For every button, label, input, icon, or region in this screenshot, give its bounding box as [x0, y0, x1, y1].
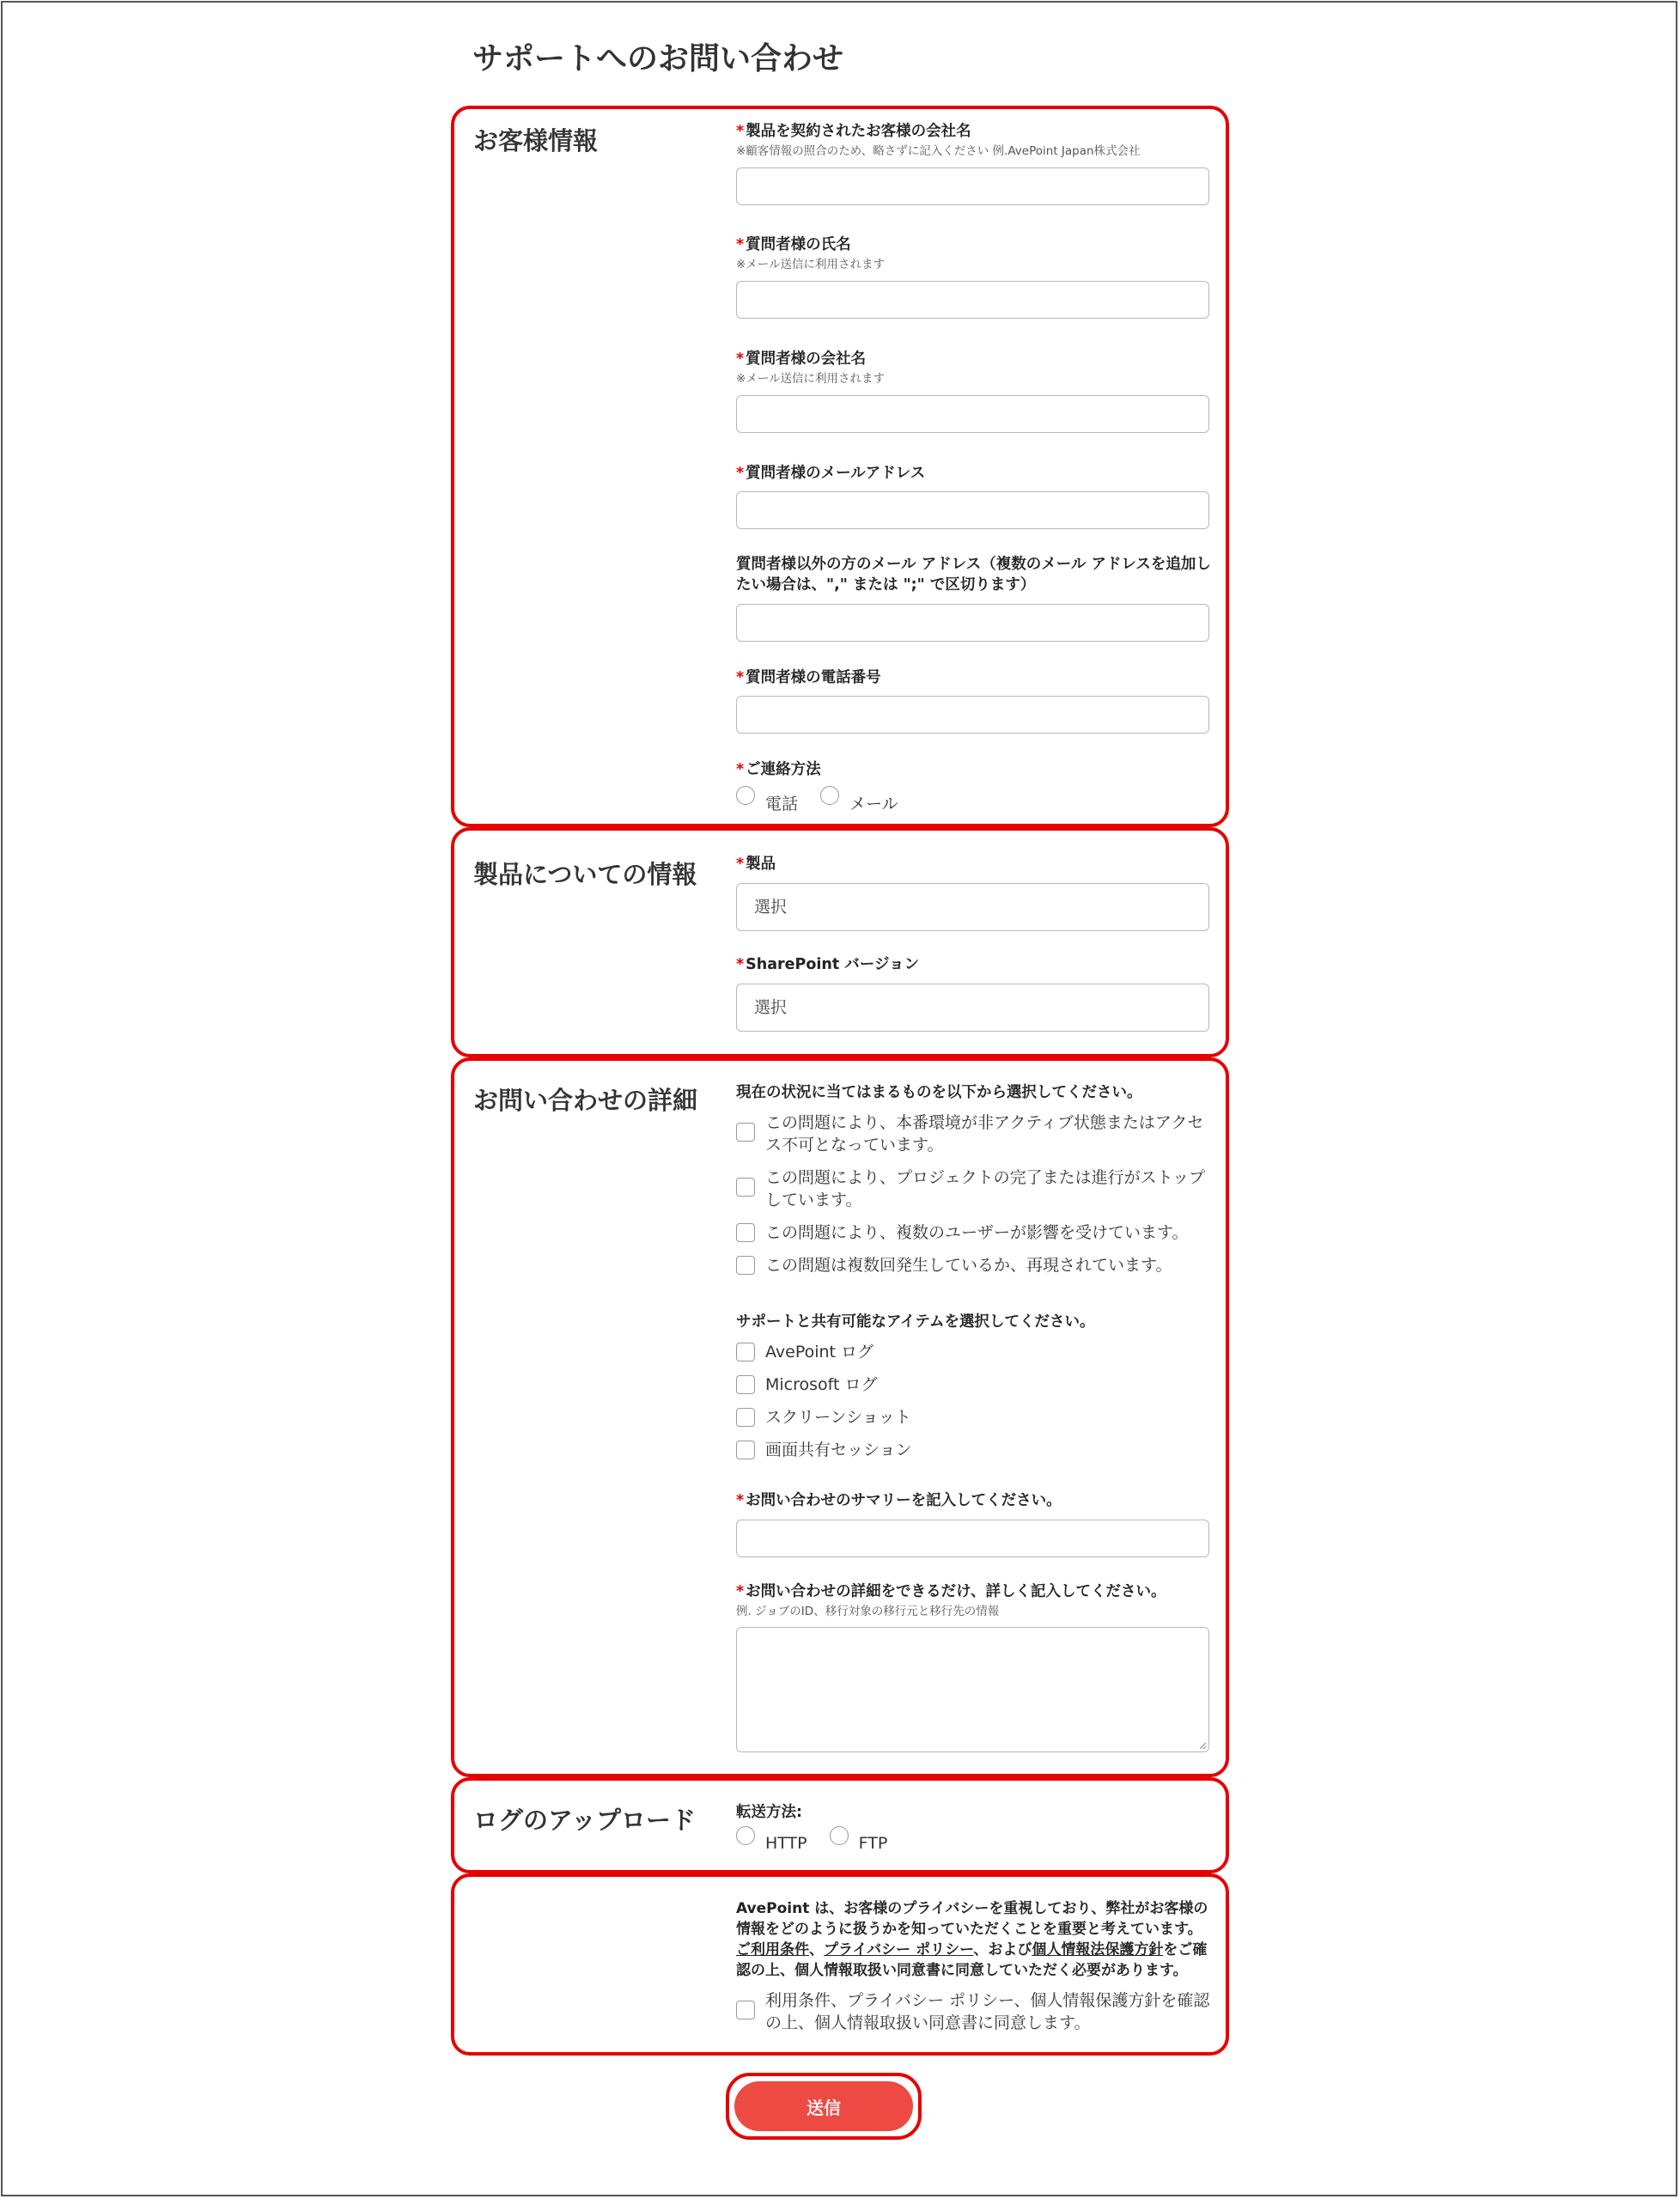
company-input[interactable] — [736, 168, 1209, 205]
agree-option[interactable] — [736, 1989, 1213, 2034]
section-inquiry-details — [451, 1057, 1229, 1777]
situation-option-4[interactable] — [736, 1254, 1213, 1276]
email-label: * 質問者様のメールアドレス — [736, 465, 926, 482]
agree-text: 利用条件、プライバシー ポリシー、個人情報保護方針を確認の上、個人情報取扱い同意書に同意します。 — [765, 1991, 1210, 2032]
items-label: サポートと共有可能なアイテムを選択してください。 — [736, 1313, 1095, 1331]
item-checkbox-avepoint-log[interactable] — [736, 1343, 755, 1361]
detail-textarea[interactable] — [736, 1627, 1209, 1752]
item-option-screen-share[interactable] — [736, 1439, 1213, 1461]
email-input[interactable] — [736, 491, 1209, 529]
field-transfer-method — [736, 1802, 1213, 1853]
summary-input[interactable] — [736, 1520, 1209, 1557]
name-label: * 質問者様の氏名 — [736, 236, 851, 253]
transfer-method-label: 転送方法: — [736, 1804, 802, 1821]
radio-option-http[interactable] — [736, 1830, 807, 1853]
item-checkbox-screen-share[interactable] — [736, 1441, 755, 1459]
item-text-screenshot: スクリーンショット — [765, 1408, 911, 1427]
item-option-microsoft-log[interactable] — [736, 1374, 1213, 1396]
phone-label: * 質問者様の電話番号 — [736, 669, 881, 686]
section-title-details: お問い合わせの詳細 — [473, 1086, 698, 1115]
section-customer-info — [451, 106, 1229, 827]
item-option-screenshot[interactable] — [736, 1406, 1213, 1428]
sharepoint-select[interactable]: 選択 — [736, 984, 1209, 1032]
situation-text-1: この問題により、本番環境が非アクティブ状態またはアクセス不可となっています。 — [765, 1113, 1204, 1154]
field-phone — [736, 667, 1213, 734]
sharepoint-label: * SharePoint バージョン — [736, 956, 920, 973]
situation-checkbox-3[interactable] — [736, 1223, 755, 1242]
radio-http-label: HTTP — [765, 1834, 807, 1853]
phone-input[interactable] — [736, 696, 1209, 734]
radio-mail[interactable] — [820, 786, 839, 805]
field-shareable-items — [736, 1312, 1213, 1471]
requester-company-help: ※メール送信に利用されます — [736, 372, 886, 386]
terms-link[interactable]: ご利用条件 — [736, 1941, 809, 1958]
field-email — [736, 463, 1213, 529]
cc-email-input[interactable] — [736, 604, 1209, 642]
section-log-upload — [451, 1777, 1229, 1873]
field-sharepoint-version — [736, 954, 1213, 1032]
radio-ftp[interactable] — [830, 1826, 849, 1845]
situation-label: 現在の状況に当てはまるものを以下から選択してください。 — [736, 1084, 1142, 1101]
field-name — [736, 235, 1213, 319]
radio-mail-label: メール — [849, 795, 898, 813]
radio-phone[interactable] — [736, 786, 755, 805]
field-detail — [736, 1581, 1213, 1752]
situation-option-1[interactable] — [736, 1112, 1213, 1156]
field-contact-method — [736, 759, 1213, 813]
name-help: ※メール送信に利用されます — [736, 258, 886, 271]
field-requester-company — [736, 349, 1213, 433]
item-text-microsoft-log: Microsoft ログ — [765, 1375, 878, 1394]
field-privacy — [736, 1898, 1213, 2044]
item-text-screen-share: 画面共有セッション — [765, 1441, 912, 1459]
detail-help: 例. ジョブのID、移行対象の移行元と移行先の情報 — [736, 1605, 1000, 1618]
company-label: * 製品を契約されたお客様の会社名 — [736, 123, 971, 140]
personal-info-policy-link[interactable]: 個人情報法保護方針 — [1032, 1941, 1164, 1958]
situation-text-2: この問題により、プロジェクトの完了または進行がストップしています。 — [765, 1168, 1206, 1209]
product-label: * 製品 — [736, 856, 776, 873]
item-option-avepoint-log[interactable] — [736, 1341, 1213, 1363]
radio-option-ftp[interactable] — [830, 1830, 888, 1853]
field-product — [736, 854, 1213, 931]
name-input[interactable] — [736, 281, 1209, 319]
situation-checkbox-1[interactable] — [736, 1123, 755, 1142]
requester-company-input[interactable] — [736, 395, 1209, 433]
requester-company-label: * 質問者様の会社名 — [736, 350, 867, 368]
item-checkbox-screenshot[interactable] — [736, 1408, 755, 1427]
field-cc-email — [736, 554, 1213, 642]
contact-method-label: * ご連絡方法 — [736, 761, 821, 778]
radio-http[interactable] — [736, 1826, 755, 1845]
situation-text-4: この問題は複数回発生しているか、再現されています。 — [765, 1256, 1172, 1275]
section-title-logs: ログのアップロード — [473, 1806, 696, 1835]
detail-label: * お問い合わせの詳細をできるだけ、詳しく記入してください。 — [736, 1583, 1166, 1600]
item-checkbox-microsoft-log[interactable] — [736, 1375, 755, 1394]
situation-checkbox-2[interactable] — [736, 1178, 755, 1197]
field-summary — [736, 1490, 1213, 1557]
item-text-avepoint-log: AvePoint ログ — [765, 1343, 874, 1361]
radio-option-mail[interactable] — [820, 787, 898, 813]
privacy-policy-link[interactable]: プライバシー ポリシー — [824, 1941, 974, 1958]
radio-ftp-label: FTP — [858, 1834, 888, 1853]
situation-text-3: この問題により、複数のユーザーが影響を受けています。 — [765, 1223, 1189, 1242]
privacy-notice: AvePoint は、お客様のプライバシーを重視しており、弊社がお客様の情報をどのように扱うかを知っていただくことを重要と考えています。ご利用条件、プライバシー ポリシー、および個人情報法保護方針をご確認の上、個人情報取扱い同意書に同意していただく必要があります。 — [736, 1900, 1208, 1979]
section-title-customer: お客様情報 — [473, 126, 599, 155]
section-privacy — [451, 1873, 1229, 2056]
field-company — [736, 121, 1213, 205]
radio-option-phone[interactable] — [736, 787, 799, 813]
section-title-product: 製品についての情報 — [473, 860, 697, 889]
submit-button[interactable]: 送信 — [734, 2081, 913, 2131]
cc-email-label: 質問者様以外の方のメール アドレス（複数のメール アドレスを追加したい場合は、"," または ";" で区切ります） — [736, 556, 1211, 594]
page-title: サポートへのお問い合わせ — [472, 41, 844, 76]
product-select[interactable]: 選択 — [736, 883, 1209, 931]
resize-grip-icon[interactable] — [1198, 1741, 1207, 1750]
situation-checkbox-4[interactable] — [736, 1256, 755, 1275]
field-situation — [736, 1082, 1213, 1287]
section-product-info — [451, 827, 1229, 1057]
agree-checkbox[interactable] — [736, 2001, 755, 2019]
summary-label: * お問い合わせのサマリーを記入してください。 — [736, 1492, 1062, 1509]
situation-option-2[interactable] — [736, 1167, 1213, 1211]
radio-phone-label: 電話 — [765, 795, 799, 813]
situation-option-3[interactable] — [736, 1221, 1213, 1244]
company-help: ※顧客情報の照合のため、略さずに記入ください 例.AvePoint Japan株式会社 — [736, 144, 1141, 158]
